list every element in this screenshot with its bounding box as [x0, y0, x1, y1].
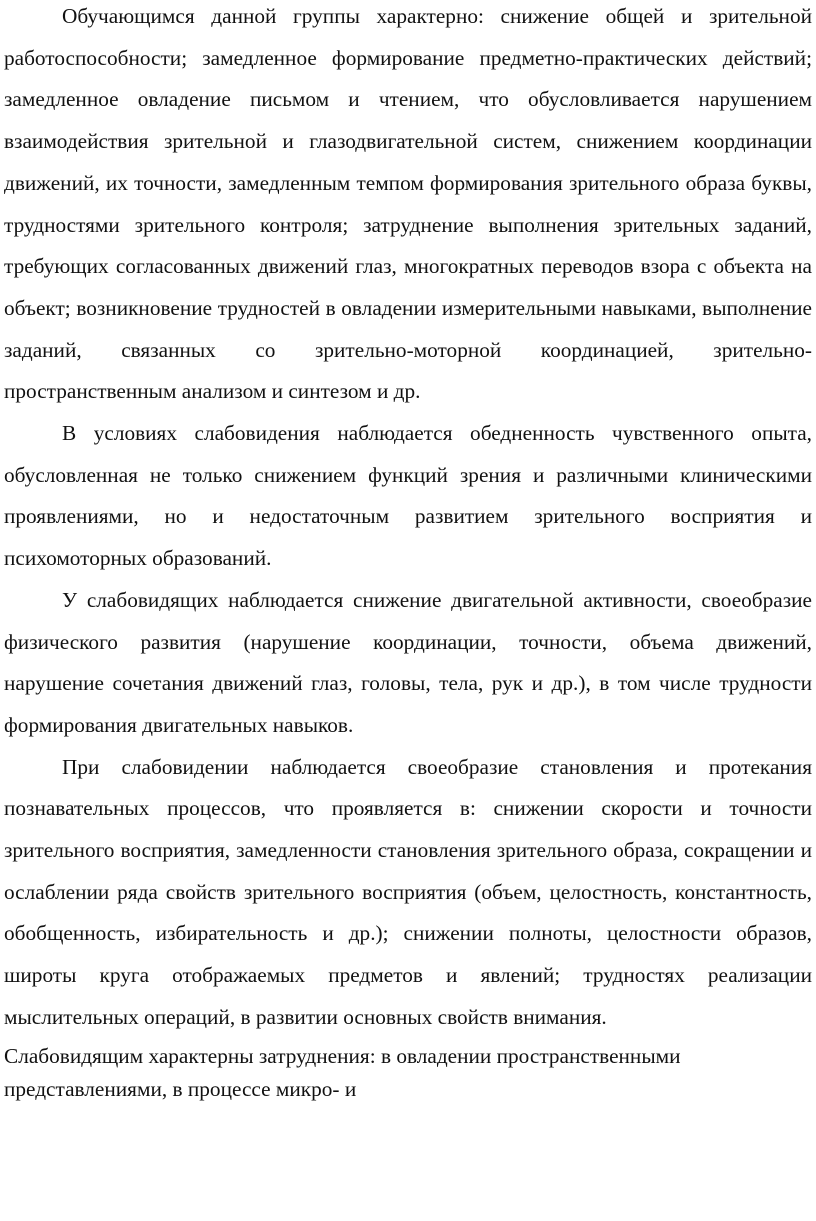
- paragraph-2: В условиях слабовидения наблюдается обедненность чувственного опыта, обусловленная не только снижением функций зрения и различными клиническими проявлениями, но и недостаточным развитием зрительного восприятия и психомоторных образований.: [4, 421, 812, 571]
- paragraph-5-partial: Слабовидящим характерны затруднения: в овладении пространственными представлениями, в процессе микро- и: [4, 1043, 681, 1101]
- paragraph-1: Обучающимся данной группы характерно: снижение общей и зрительной работоспособности; замедленное формирование предметно-практических действий; замедленное овладение письмом и чтением, что обусловливается нарушением взаимодействия зрительной и глазодвигательной систем, снижением координации движений, их точности, замедленным темпом формирования зрительного образа буквы, трудностями зрительного контроля; затруднение выполнения зрительных заданий, требующих согласованных движений глаз, многократных переводов взора с объекта на объект; возникновение трудностей в овладении измерительными навыками, выполнение заданий, связанных со зрительно-моторной координацией, зрительно-пространственным анализом и синтезом и др.: [4, 4, 812, 404]
- paragraph-3: У слабовидящих наблюдается снижение двигательной активности, своеобразие физического развития (нарушение координации, точности, объема движений, нарушение сочетания движений глаз, головы, тела, рук и др.), в том числе трудности формирования двигательных навыков.: [4, 587, 812, 737]
- paragraph-4: При слабовидении наблюдается своеобразие становления и протекания познавательных процессов, что проявляется в: снижении скорости и точности зрительного восприятия, замедленности становления зрительного образа, сокращении и ослаблении ряда свойств зрительного восприятия (объем, целостность, константность, обобщенность, избирательность и др.); снижении полноты, целостности образов, широты круга отображаемых предметов и явлений; трудностях реализации мыслительных операций, в развитии основных свойств внимания.: [4, 754, 812, 1029]
